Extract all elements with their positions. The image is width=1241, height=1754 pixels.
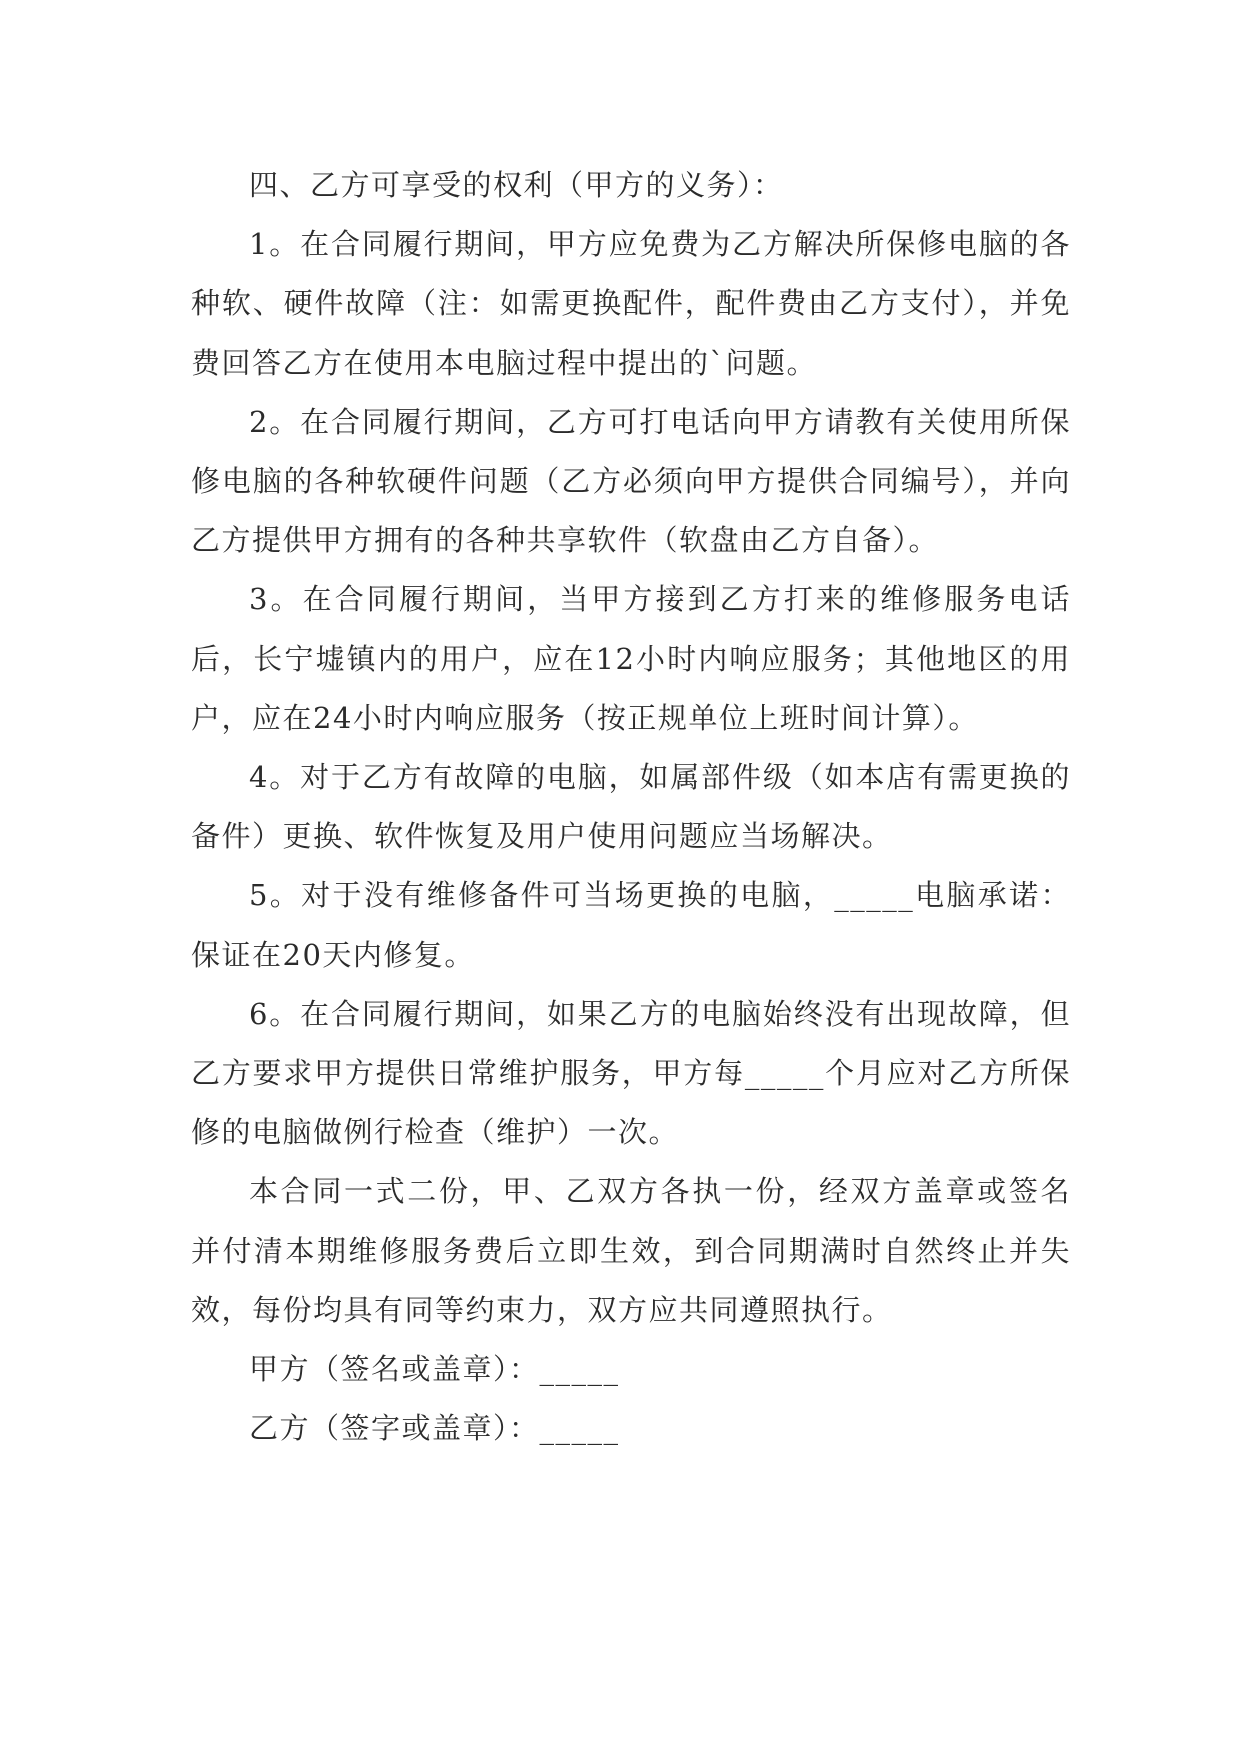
contract-body (191, 156, 1071, 1458)
clause-4: 4。对于乙方有故障的电脑，如属部件级（如本店有需更换的备件）更换、软件恢复及用户使用问题应当场解决。 (191, 760, 1071, 854)
clause-6: 6。在合同履行期间，如果乙方的电脑始终没有出现故障，但乙方要求甲方提供日常维护服务，甲方每_____个月应对乙方所保修的电脑做例行检查（维护）一次。 (191, 996, 1071, 1150)
party-a-signature-line: 甲方（签名或盖章）：_____ (249, 1352, 620, 1387)
section-heading: 四、乙方可享受的权利（甲方的义务）： (249, 168, 784, 202)
closing-paragraph: 本合同一式二份，甲、乙双方各执一份，经双方盖章或签名并付清本期维修服务费后立即生效，到合同期满时自然终止并失效，每份均具有同等约束力，双方应共同遵照执行。 (191, 1174, 1071, 1327)
clause-5: 5。对于没有维修备件可当场更换的电脑，_____电脑承诺：保证在20天内修复。 (191, 878, 1071, 972)
party-b-signature-line: 乙方（签字或盖章）：_____ (249, 1411, 620, 1446)
clause-3: 3。在合同履行期间，当甲方接到乙方打来的维修服务电话后，长宁墟镇内的用户，应在12小时内响应服务；其他地区的用户，应在24小时内响应服务（按正规单位上班时间计算）。 (191, 582, 1071, 735)
clause-2: 2。在合同履行期间，乙方可打电话向甲方请教有关使用所保修电脑的各种软硬件问题（乙方必须向甲方提供合同编号），并向乙方提供甲方拥有的各种共享软件（软盘由乙方自备）。 (191, 404, 1071, 558)
clause-1: 1。在合同履行期间，甲方应免费为乙方解决所保修电脑的各种软、硬件故障（注：如需更换配件，配件费由乙方支付），并免费回答乙方在使用本电脑过程中提出的`问题。 (191, 227, 1071, 380)
